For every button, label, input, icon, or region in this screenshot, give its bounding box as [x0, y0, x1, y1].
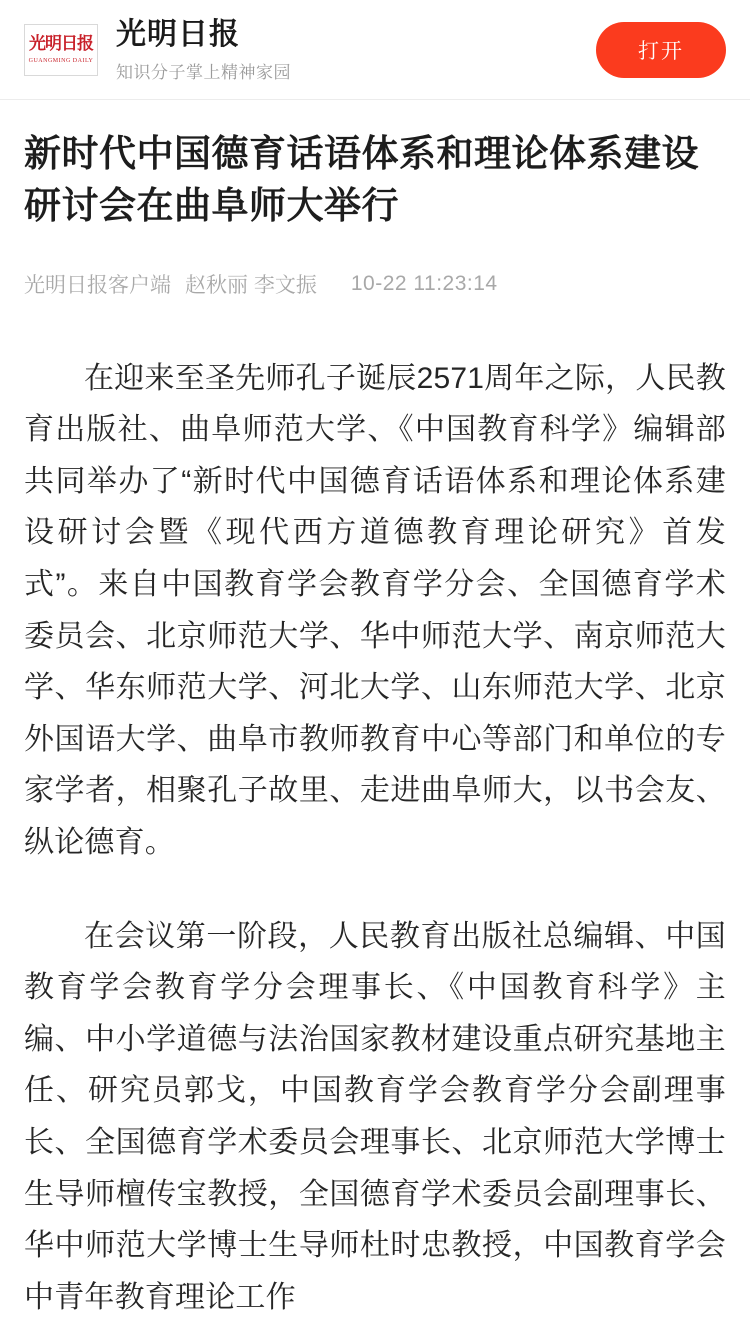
article-container [0, 100, 750, 1323]
article-paragraph: 在迎来至圣先师孔子诞辰2571周年之际，人民教育出版社、曲阜师范大学、《中国教育科学》编辑部共同举办了“新时代中国德育话语体系和理论体系建设研讨会暨《现代西方道德教育理论研究》首发式”。来自中国教育学会教育学分会、全国德育学术委员会、北京师范大学、华中师范大学、南京师范大学、华东师范大学、河北大学、山东师范大学、北京外国语大学、曲阜市教师教育中心等部门和单位的专家学者，相聚孔子故里、走进曲阜师大，以书会友、纵论德育。 [24, 361, 726, 859]
logo-chinese-text: 光明日报 [29, 34, 93, 55]
brand-subtitle: 知识分子掌上精神家园 [116, 62, 291, 82]
brand-block [116, 18, 596, 83]
app-header-bar [0, 0, 750, 100]
article-body [24, 353, 726, 1323]
logo-english-text: GUANGMING DAILY [28, 58, 94, 65]
brand-title: 光明日报 [116, 18, 240, 51]
guangming-daily-logo [24, 24, 98, 76]
article-meta [24, 269, 726, 299]
article-paragraph: 在会议第一阶段，人民教育出版社总编辑、中国教育学会教育学分会理事长、《中国教育科学》主编、中小学道德与法治国家教材建设重点研究基地主任、研究员郭戈，中国教育学会教育学分会副理事长、全国德育学术委员会理事长、北京师范大学博士生导师檀传宝教授，全国德育学术委员会副理事长、华中师范大学博士生导师杜时忠教授，中国教育学会中青年教育理论工作 [24, 919, 726, 1314]
article-source: 光明日报客户端 [24, 273, 171, 297]
article-headline: 新时代中国德育话语体系和理论体系建设研讨会在曲阜师大举行 [24, 132, 699, 227]
article-timestamp: 10-22 11:23:14 [350, 271, 498, 295]
open-app-button[interactable]: 打开 [596, 22, 726, 78]
article-authors: 赵秋丽 李文振 [185, 273, 317, 297]
